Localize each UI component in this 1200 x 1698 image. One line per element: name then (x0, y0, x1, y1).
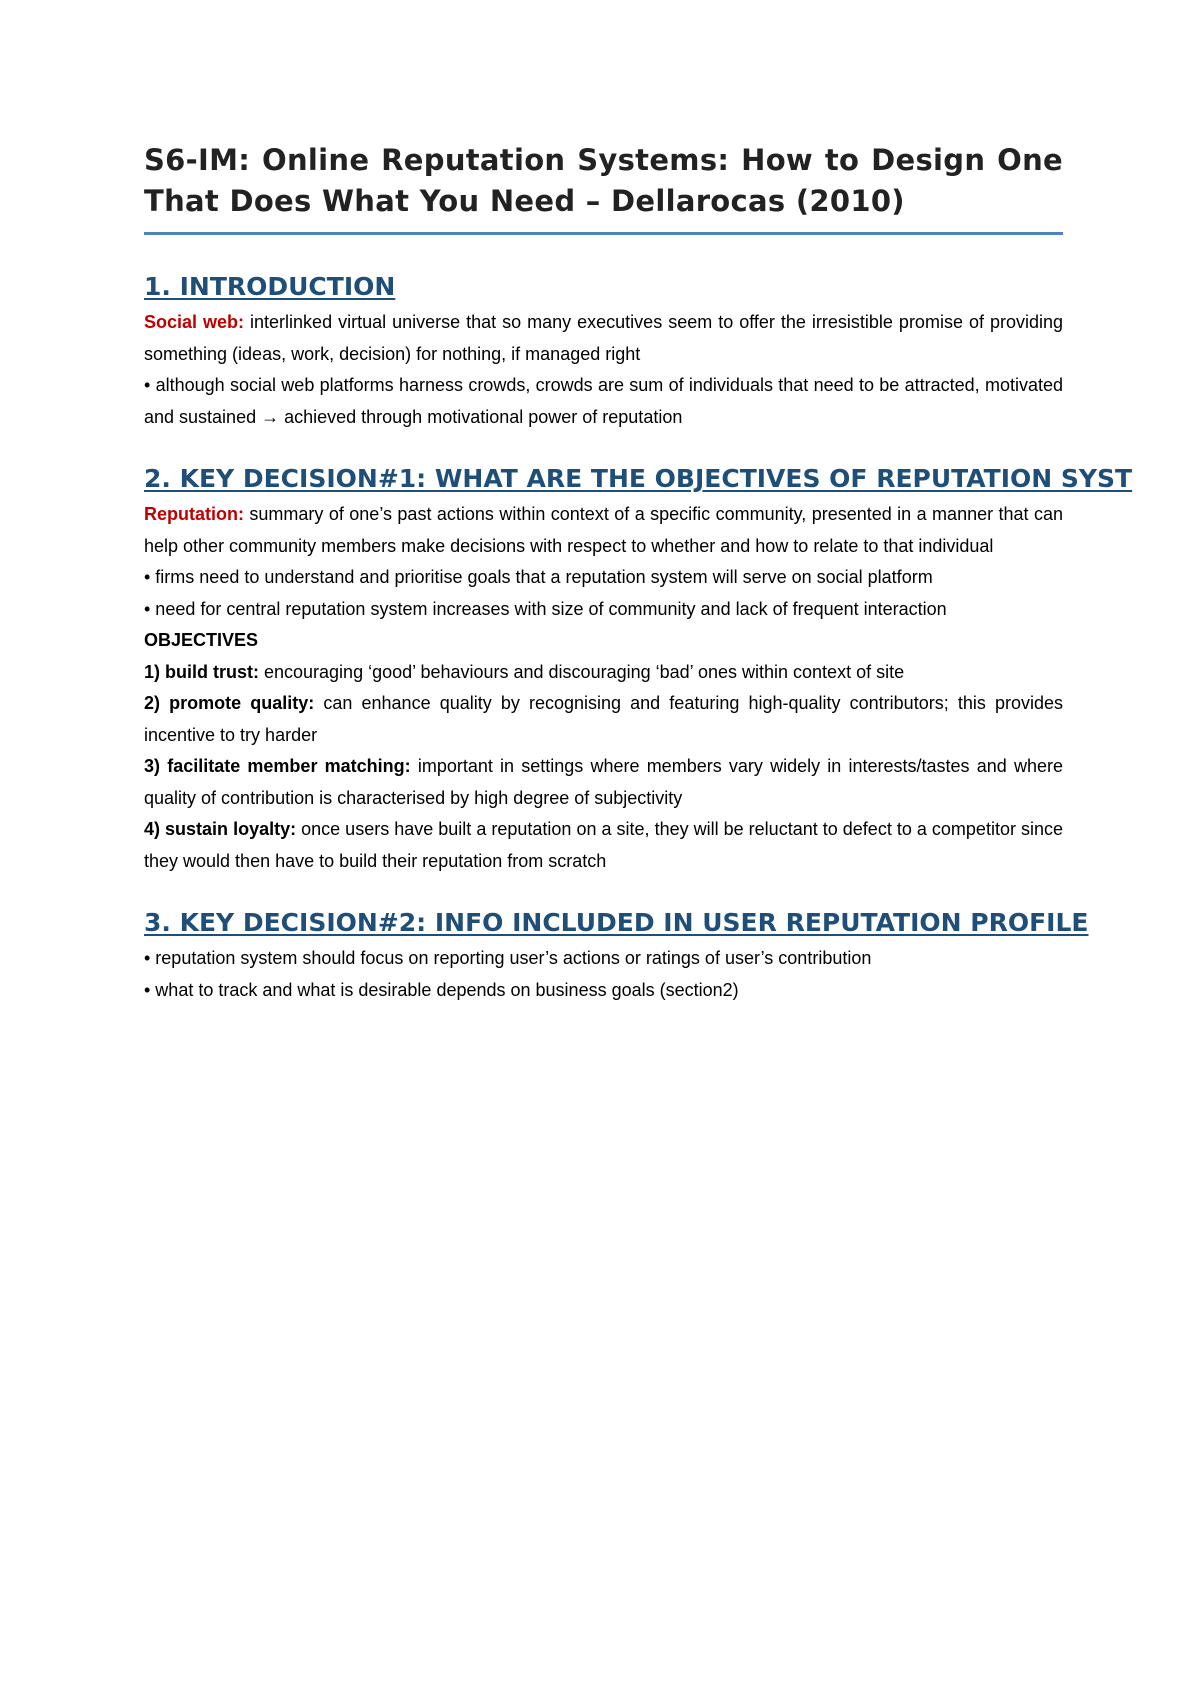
objective-label: 4) sustain loyalty: (144, 819, 297, 839)
objective-text: once users have built a reputation on a site, they will be reluctant to defect to a competitor since they would then have to build their reputation from scratch (144, 819, 1063, 871)
introduction-bullet (144, 370, 1063, 433)
objective-label: 1) build trust: (144, 661, 259, 682)
section-heading-introduction: 1. INTRODUCTION (144, 272, 396, 301)
social-web-definition (144, 307, 1063, 370)
objectives-label: OBJECTIVES (144, 630, 259, 650)
list-item: • need for central reputation system increases with size of community and lack of frequent interaction (144, 598, 947, 619)
objective-text: can enhance quality by recognising and featuring high-quality contributors; this provides incentive to try harder (144, 693, 1063, 745)
objective-label: 3) facilitate member matching: (144, 756, 411, 776)
objective-item (144, 814, 1063, 877)
social-web-term: Social web: (144, 312, 245, 332)
introduction-bullet-text-1: • although social web platforms harness crowds, crowds are sum of individuals that need to be attracted, motivated and sustained (144, 375, 1063, 427)
section-heading-key-decision-2: 3. KEY DECISION#2: INFO INCLUDED IN USER REPUTATION PROFILE (144, 908, 1089, 937)
objective-text: encouraging ‘good’ behaviours and discouraging ‘bad’ ones within context of site (259, 661, 905, 682)
objective-label: 2) promote quality: (144, 693, 315, 713)
section-heading-key-decision-1: 2. KEY DECISION#1: WHAT ARE THE OBJECTIVES OF REPUTATION SYST (144, 464, 1133, 493)
introduction-bullet-text-2: achieved through motivational power of reputation (279, 406, 683, 427)
list-item: • firms need to understand and prioritise goals that a reputation system will serve on social platform (144, 567, 933, 587)
social-web-definition-text: interlinked virtual universe that so many executives seem to offer the irresistible promise of providing something (ideas, work, decision) for nothing, if managed right (144, 312, 1063, 364)
reputation-definition-text: summary of one’s past actions within context of a specific community, presented in a manner that can help other community members make decisions with respect to whether and how to relate to that individual (144, 504, 1063, 556)
objective-item (144, 688, 1063, 751)
reputation-term: Reputation: (144, 504, 244, 524)
objective-text: important in settings where members vary widely in interests/tastes and where quality of contribution is characterised by high degree of subjectivity (144, 756, 1063, 808)
list-item: • what to track and what is desirable depends on business goals (section2) (144, 979, 739, 1000)
objective-item (144, 751, 1063, 814)
objective-item (144, 657, 1063, 689)
document-title: S6-IM: Online Reputation Systems: How to Design One That Does What You Need – Dellarocas (2010) (144, 140, 1063, 235)
reputation-definition (144, 499, 1063, 562)
list-item: • reputation system should focus on reporting user’s actions or ratings of user’s contribution (144, 948, 872, 968)
right-arrow-icon: → (261, 406, 280, 427)
